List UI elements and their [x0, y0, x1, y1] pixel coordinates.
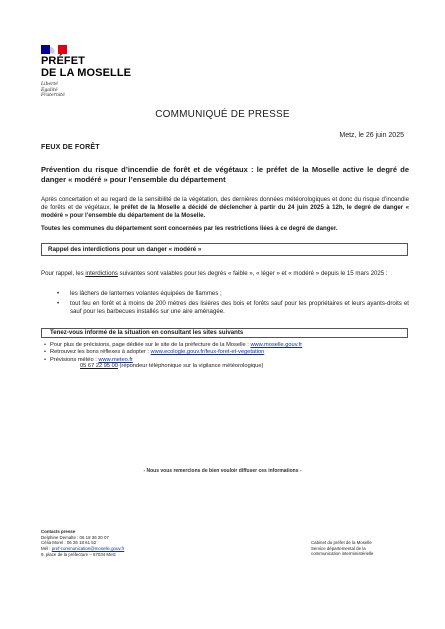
section-label: FEUX DE FORÊT [41, 143, 100, 151]
document-date: Metz, le 26 juin 2025 [339, 132, 404, 139]
motto-line: Liberté [41, 82, 58, 87]
headline: Prévention du risque d’incendie de forêt et de végétaux : le préfet de la Moselle active le degré de danger « modéré » pour l’ensemble du département [41, 165, 409, 184]
prefet-name [41, 55, 131, 79]
thanks-line: - Nous vous remercions de bien vouloir diffuser ces informations - [143, 468, 302, 474]
cabinet-line: communication interministérielle [311, 551, 374, 557]
prefet-line: DE LA MOSELLE [41, 67, 132, 79]
republic-motto [41, 82, 81, 99]
contact-address: 9, place de la préfecture – 57034 Metz [41, 551, 116, 557]
document-title: COMMUNIQUÉ DE PRESSE [155, 109, 290, 120]
body-paragraph [41, 196, 409, 219]
intro-underline: interdictions [85, 270, 118, 277]
list-item [44, 349, 412, 356]
interdictions-header-box: Rappel des interdictions pour un danger « modéré » [41, 243, 408, 256]
motto-line: Égalité [41, 87, 58, 93]
intro-pre: Pour rappel, les [41, 270, 86, 277]
body-normal-text: Après concertation et au regard de la sensibilité de la végétation, des dernières données météorologiques et donc du risque d’incendie de forêts et de végétaux, [41, 196, 409, 211]
motto-line: Fraternité [41, 93, 65, 99]
cabinet-info [311, 540, 421, 557]
contact-line: Delphine Demalte : 06 18 36 20 07 [41, 534, 109, 540]
moselle-gouv-link[interactable]: www.moselle.gouv.fr [250, 342, 303, 348]
interdictions-list [57, 290, 409, 317]
contact-mail-link[interactable]: pref-communication@moselle.gouv.fr [51, 546, 125, 552]
list-item: • les lâchers de lanternes volantes équipées de flammes ; [57, 290, 409, 298]
meteo-phone-line [80, 363, 263, 370]
flag-red-band [58, 45, 67, 54]
interdictions-intro [41, 270, 409, 278]
ecologie-gouv-link[interactable]: www.ecologie.gouv.fr/feux-foret-et-vegetation [150, 349, 265, 356]
info-sources-list [44, 342, 412, 364]
cabinet-line: Service départemental de la [311, 545, 366, 551]
info-text: Retrouvez les bons réflexes à adopter : [50, 349, 151, 356]
info-text: Pour plus de précisions, page dédiée sur le site de la préfecture de la Moselle : [50, 342, 251, 348]
intro-post: suivantes sont valables pour les degrés « faible », « léger » et « modéré » depuis le 15 mars 2025 : [117, 270, 388, 277]
mail-label: Mél : [41, 546, 52, 552]
contact-line: Célia Morel : 06 26 18 61 52 [41, 540, 97, 546]
meteo-phone-number: 05 67 22 95 00 [80, 363, 118, 369]
list-item: • tout feu en forêt et à moins de 200 mètres des lisières des bois et forêts sauf pour les propriétaires et leurs ayants-droits et sauf pour les barbecues installés sur une aire aménagée. [57, 300, 409, 316]
marianne-flag-logo [41, 45, 67, 54]
body-bold-paragraph: Toutes les communes du département sont concernées par les restrictions liées à ce degré de danger. [41, 225, 338, 232]
press-contacts [41, 529, 191, 558]
body-bold-inline-text: le préfet de la Moselle a décidé de déclencher à partir du 24 juin 2025 à 12h, le degré de danger « modéré » pour l’ensemble du département de la Moselle. [41, 203, 410, 219]
info-sources-header-box: Tenez-vous informé de la situation en consultant les sites suivants [41, 328, 408, 338]
prefet-line: PRÉFET [41, 55, 85, 67]
meteo-phone-text: (répondeur téléphonique sur la vigilance météorologique) [117, 363, 264, 369]
cabinet-line: Cabinet du préfet de la Moselle [311, 540, 372, 545]
list-item [44, 342, 412, 349]
flag-blue-band [41, 45, 50, 54]
info-text: Prévisions météo : [50, 356, 99, 363]
meteo-link[interactable]: www.meteo.fr [98, 356, 133, 363]
contacts-title: Contacts presse [41, 529, 76, 534]
